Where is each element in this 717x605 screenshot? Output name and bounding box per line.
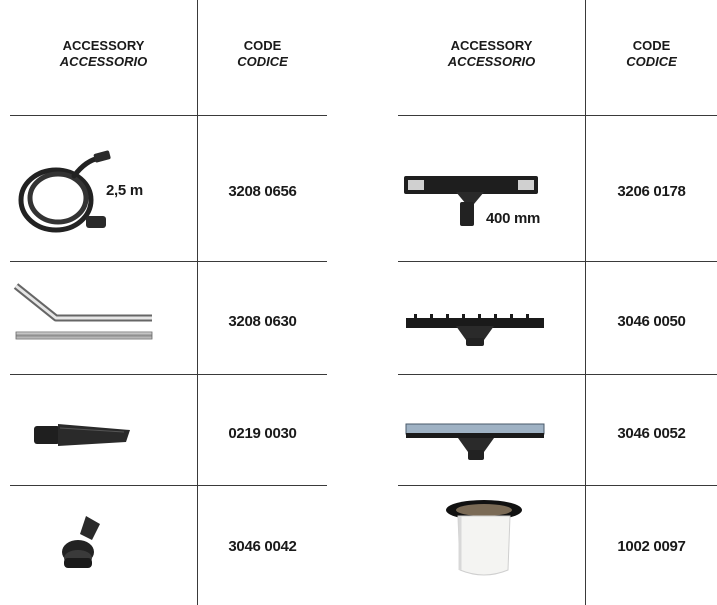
header-accessory-right bbox=[398, 38, 585, 70]
round-brush-icon bbox=[58, 514, 108, 574]
hose-icon bbox=[14, 148, 114, 240]
left-row-line bbox=[10, 485, 327, 486]
filter-cartridge-icon bbox=[444, 498, 524, 582]
header-codice-text: CODICE bbox=[237, 54, 288, 69]
header-code-text: CODE bbox=[243, 38, 282, 53]
code-cell: 3046 0042 bbox=[228, 538, 297, 555]
header-accessory-text: ACCESSORY bbox=[450, 38, 533, 53]
header-code-left bbox=[198, 38, 327, 70]
code-cell: 0219 0030 bbox=[228, 425, 297, 442]
nozzle-width-label: 400 mm bbox=[486, 210, 541, 227]
code-cell: 1002 0097 bbox=[617, 538, 686, 555]
header-code-right bbox=[586, 38, 717, 70]
code-cell: 3206 0178 bbox=[617, 183, 686, 200]
code-cell: 3208 0656 bbox=[228, 183, 297, 200]
squeegee-tool-icon bbox=[404, 420, 548, 464]
header-accessory-text: ACCESSORY bbox=[62, 38, 145, 53]
crevice-tool-icon bbox=[34, 418, 134, 452]
code-cell: 3208 0630 bbox=[228, 313, 297, 330]
right-row-line bbox=[398, 485, 717, 486]
code-cell: 3046 0052 bbox=[617, 425, 686, 442]
header-codice-text: CODICE bbox=[626, 54, 677, 69]
header-accessorio-text: ACCESSORIO bbox=[447, 54, 536, 69]
right-row-line bbox=[398, 374, 717, 375]
header-code-text: CODE bbox=[632, 38, 671, 53]
header-accessory-left bbox=[10, 38, 197, 70]
header-accessorio-text: ACCESSORIO bbox=[59, 54, 148, 69]
left-row-line bbox=[10, 374, 327, 375]
hose-length-label: 2,5 m bbox=[106, 182, 143, 199]
extension-tubes-icon bbox=[12, 280, 158, 350]
brush-floor-tool-icon bbox=[404, 310, 548, 350]
left-column-divider bbox=[197, 0, 198, 605]
right-column-divider bbox=[585, 0, 586, 605]
right-row-line bbox=[398, 261, 717, 262]
code-cell: 3046 0050 bbox=[617, 313, 686, 330]
left-row-line bbox=[10, 261, 327, 262]
left-row-line bbox=[10, 115, 327, 116]
right-row-line bbox=[398, 115, 717, 116]
